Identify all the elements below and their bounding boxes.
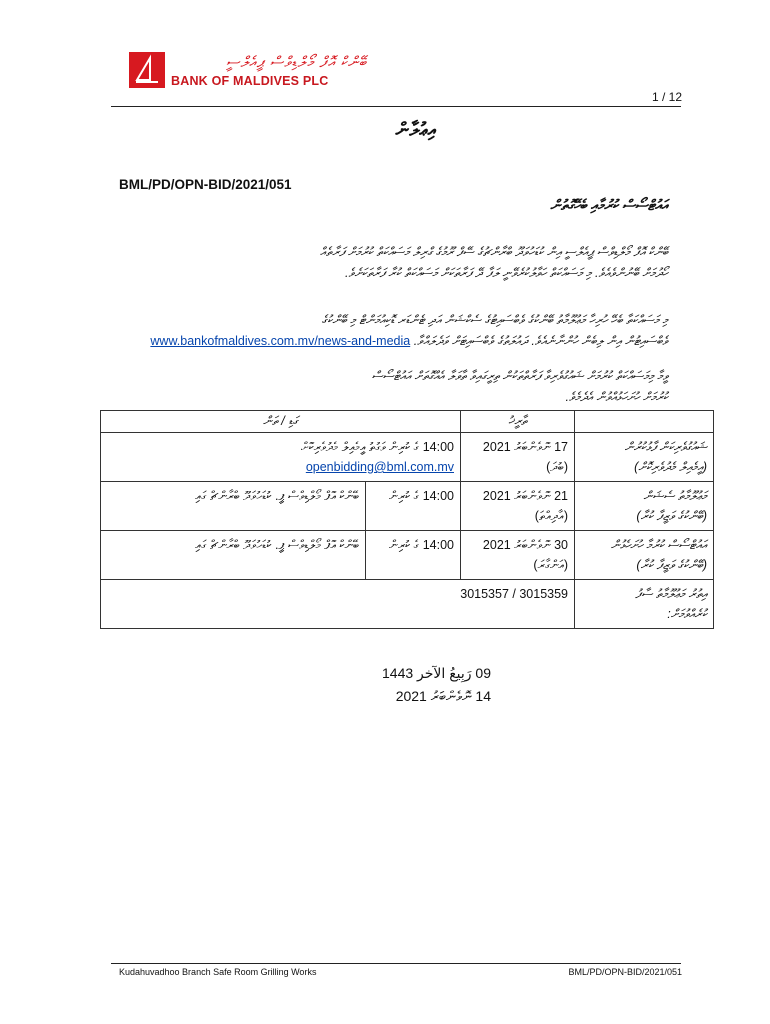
- row-time-word: ގެ ކުރިން: [388, 489, 420, 503]
- page-title: އިޢުލާން: [395, 120, 437, 141]
- row-detail: [101, 433, 461, 482]
- row-date-day: (އަންގާރަ): [533, 558, 568, 572]
- row-date-value: 30 ނޮވެންބަރު 2021: [482, 538, 568, 552]
- row-label-subtext: (ބޭންކުގެ ވަޒީފާ ކުރާ): [636, 558, 707, 572]
- paragraph-line: [108, 331, 668, 352]
- header-rule: [111, 106, 681, 107]
- row-label-subtext: (އީމެއިލް މެދުވެރިކޮށް): [634, 460, 707, 474]
- footer-reference: BML/PD/OPN-BID/2021/051: [568, 967, 682, 977]
- contact-phone: 3015357 / 3015359: [460, 587, 568, 601]
- header-time-place: ގަޑި / ތަން: [101, 411, 461, 433]
- paragraph-intro: [108, 242, 668, 284]
- row-label: [575, 482, 714, 531]
- paragraph-line: ކުރުމަށް ހުށަހަޅުއްވުން އެދެމެވެ.: [565, 390, 668, 404]
- paragraph-line: މި މަސައްކަތާ ބެހޭ ހުރިހާ މަޢުލޫމާތު ބޭންކުގެ ވެބްސައިޓުގެ ސެކްޝަން އަދި ޓެންޑަރ ޑޮކިއުމަންޓް މި ބޭންކުގެ: [321, 313, 668, 327]
- row-detail: [101, 482, 366, 531]
- paragraph-text: ވެބްސައިޓުން އިން ލިބެން ހުންނާނެއެވެ. ދައުލަތުގެ ވެބްސައިޓަށް ވަދެލައްވާ.: [413, 334, 668, 348]
- paragraph-line: ވީމާ މިމަސައްކަތް ކުރުމަށް ޝައުގުވެރިވާ ފަރާތްތަކުން ތިރީގައިވާ ތާވަލާ އެއްގޮތަށް އައުޓްސޯސް: [371, 369, 668, 383]
- reference-number: BML/PD/OPN-BID/2021/051: [119, 177, 292, 192]
- contact-label: [575, 580, 714, 629]
- row-label-subtext: (ބޭންކުގެ ވަޒީފާ ކުރާ): [636, 509, 707, 523]
- row-label-text: ޝައުގުވެރިކަން ފާޅުކުރުން: [624, 440, 707, 454]
- row-date-day: (އާދިއްތަ): [534, 509, 568, 523]
- row-time-word: ގެ ކުރިން: [388, 538, 420, 552]
- bank-logo-name: BANK OF MALDIVES PLC: [171, 74, 329, 88]
- table-row: [101, 433, 714, 482]
- row-label: [575, 433, 714, 482]
- bank-logo-mark: [129, 52, 165, 88]
- header-blank: [575, 411, 714, 433]
- row-time-cell: [366, 482, 461, 531]
- row-date: [461, 482, 575, 531]
- notice-heading: އައުޓްސޯސް ކުރުމާއި ބެހޭގޮތުން: [550, 198, 668, 214]
- row-time: 14:00: [422, 489, 454, 503]
- hijri-date: 09 رَبِيعُ الآخر 1443: [382, 665, 491, 681]
- row-date-day: (ބުދަ): [546, 460, 568, 474]
- footer-project-title: Kudahuvadhoo Branch Safe Room Grilling Works: [119, 967, 317, 977]
- signoff-dates: [382, 662, 491, 708]
- row-date: [461, 433, 575, 482]
- row-label: [575, 531, 714, 580]
- paragraph-line: ހޯދުމަށް ބޭނުންވެއެވެ. މި މަސައްކަތް ހަވާލުކުރެވޭނީ ލަފާ ދޭ ފަރާތަކަށް މަސައްކަތް ކުރާ ފަރާތަކަށެވެ.: [345, 266, 668, 280]
- paragraph-line: ބޭންކް އޮފް މޯލްޑިވްސް ޕީއެލްސީ އިން ކުޑަހުވަދޫ ބްރާންޗުގެ ސޭފް ރޫމުގެ ގްރިލް މަސައްކަތް ކުރުމަށް ފަރާތެއް: [319, 245, 668, 259]
- footer-rule: [111, 963, 681, 964]
- website-link[interactable]: www.bankofmaldives.com.mv/news-and-media: [150, 334, 411, 348]
- row-label-text: އައުޓްސޯސް ކުރުމާ ހުށަހެޅުން: [610, 538, 707, 552]
- bank-logo: [129, 52, 371, 98]
- row-date-value: 17 ނޮވެންބަރު 2021: [482, 440, 568, 454]
- table-row-contact: [101, 580, 714, 629]
- email-link[interactable]: openbidding@bml.com.mv: [305, 460, 454, 474]
- contact-value: [101, 580, 575, 629]
- row-time: 14:00: [422, 538, 454, 552]
- schedule-table: [100, 410, 714, 629]
- row-date: [461, 531, 575, 580]
- row-detail-text: ބޭންކް އޮފް މޯލްޑިވްސް ޕީ. ކުޑަހުވަދޫ ބްރާންޗް ގައި: [195, 489, 359, 503]
- paragraph-request: [108, 366, 668, 408]
- row-detail-text: ގެ ކުރިން ވަގުތު އީމެއިލް މެދުވެރިކޮށް: [300, 440, 420, 454]
- row-detail-text: ބޭންކް އޮފް މޯލްޑިވްސް ޕީ. ކުޑަހުވަދޫ ބްރާންޗް ގައި: [195, 538, 359, 552]
- table-row: [101, 482, 714, 531]
- header-date: ތާރީޚު: [461, 411, 575, 433]
- row-label-text: މަޢުލޫމާތު ސެޝަން: [643, 489, 707, 503]
- gregorian-date: 14 ނޮވެންބަރު 2021: [395, 688, 491, 704]
- row-date-value: 21 ނޮވެންބަރު 2021: [482, 489, 568, 503]
- row-time: 14:00: [422, 440, 454, 454]
- row-time-cell: [366, 531, 461, 580]
- bank-logo-thaana: ބޭންކް އޮފް މޯލްޑިވްސް ޕީއެލްސީ: [226, 54, 367, 71]
- paragraph-website: [108, 310, 668, 352]
- contact-label-text: އިތުރު މަޢުލޫމާތު ސާފު: [635, 587, 707, 601]
- page-number: 1 / 12: [651, 90, 682, 104]
- table-header-row: [101, 411, 714, 433]
- row-detail: [101, 531, 366, 580]
- table-row: [101, 531, 714, 580]
- contact-label-subtext: ކުރެއްވުމަށް:: [667, 607, 707, 621]
